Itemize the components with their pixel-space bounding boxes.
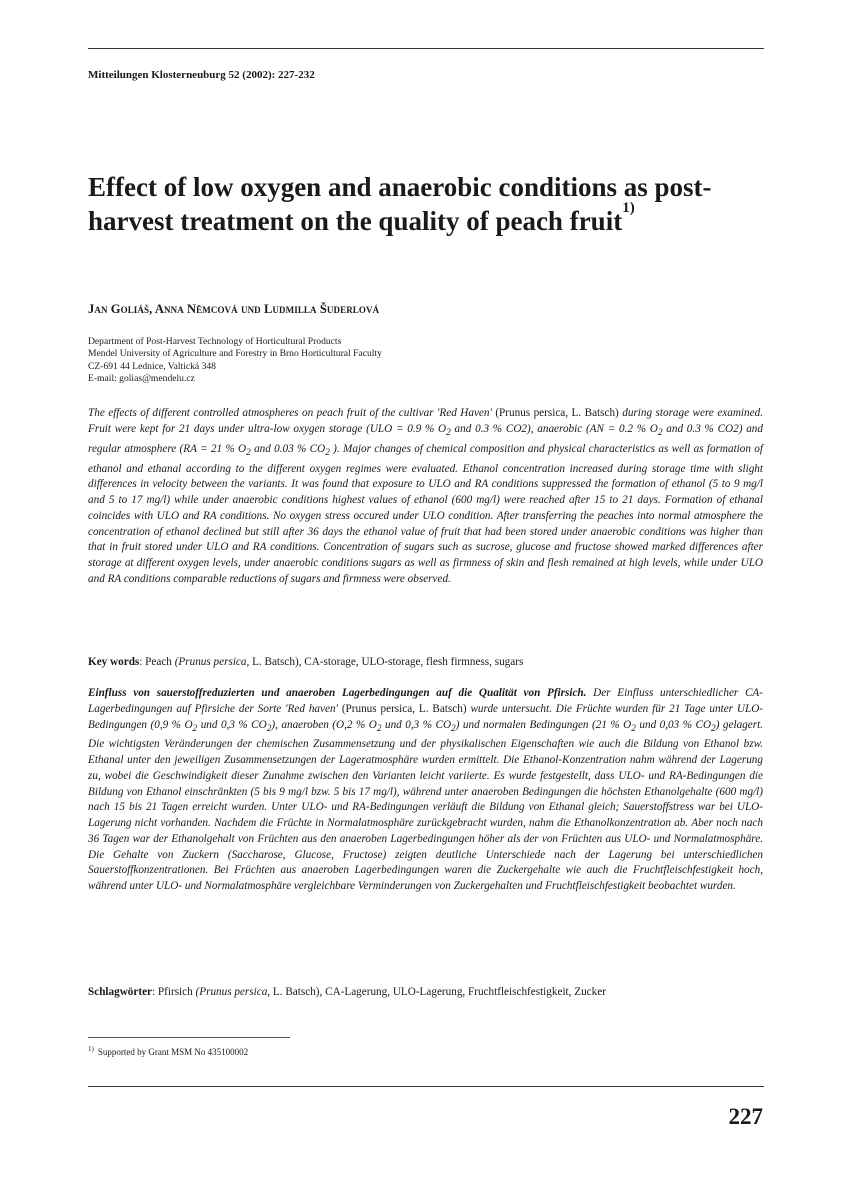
subscript: 2 [446,427,451,438]
subscript: 2 [451,723,456,734]
german-text: wurde untersucht. Die Früchte wurden für 21 Tage unter ULO-Bedingungen (0,9 % O [88,702,764,731]
schlagwoerter-text: : Pfirsich [152,986,196,998]
german-text: und 0,03 % CO [635,718,712,731]
abstract-english [88,406,763,588]
schlagwoerter-line [88,985,763,1001]
species-name: (Prunus persica, L. Batsch) [341,702,467,715]
german-text: ), anaeroben (O,2 % O [271,718,377,731]
article-title-text: Effect of low oxygen and anaerobic conditions as post-harvest treatment on the quality of peach fruit [88,172,712,236]
footer-rule [88,1086,764,1087]
footnote-text: Supported by Grant MSM No 435100002 [97,1047,249,1057]
keywords-species: (Prunus persica, [174,656,250,668]
species-name: (Prunus persica, L. Batsch) [495,407,619,419]
german-abstract-title: Einfluss von sauerstoffreduzierten und anaeroben Lagerbedingungen auf die Qualität von Pfirsich. [88,687,587,699]
abstract-text: and 0.03 % CO [250,442,326,455]
abstract-german [88,686,763,895]
abstract-text: ). Major changes of chemical composition and physical characteristics as well as formation of ethanol and ethanal according to the different oxygen regimes were evaluated. Ethanol concentration increased during storage time with slight differences in velocity between the variants. It was found that exposure to ULO and RA conditions suppressed the formation of ethanol (5 to 9 mg/l and 5 to 17 mg/l) while under anaerobic conditions highest values of ethanol (600 mg/l) were reached after 15 to 21 days. Formation of ethanal coincides with ULO and RA conditions. No oxygen stress occured under ULO condition. After transferring the peaches into normal atmosphere the concentration of ethanol declined but still after 36 days the ethanol value of fruit that had been stored under anaerobic conditions was higher than that in fruit stored under ULO and RA conditions. Concentration of sugars such as sucrose, glucose and fructose showed marked differences after storage at different oxygen levels, under anaerobic conditions sugars as well as firmness of skin and flesh remained at high levels, while under ULO and RA conditions comparable reductions of sugars and firmness were observed. [88,442,763,585]
abstract-text: and 0.3 % CO2) and regular atmosphere (RA = 21 % O [88,422,763,455]
email-line: E-mail: golias@mendelu.cz [88,373,195,385]
affiliation-line: Mendel University of Agriculture and Forestry in Brno Horticultural Faculty [88,348,382,360]
affiliation-line: Department of Post-Harvest Technology of Horticultural Products [88,336,342,347]
subscript: 2 [192,723,198,734]
page-number: 227 [728,1104,763,1129]
german-text: und 0,3 % CO [197,718,267,731]
footnote-mark: 1) [88,1045,94,1053]
schlagwoerter-label: Schlagwörter [88,986,153,998]
abstract-text: The effects of different controlled atmospheres on peach fruit of the cultivar 'Red Haven' [88,407,496,419]
footnote-rule [88,1037,290,1038]
subscript: 2 [657,427,663,438]
abstract-text: during storage were examined. Fruit were kept for 21 days under ultra-low oxygen storage (ULO = 0.9 % O [88,407,763,435]
abstract-text: and 0.3 % CO2), anaerobic (AN = 0.2 % O [450,422,658,435]
author-list: Jan Goliáš, Anna Němcová und Ludmilla Šuderlová [88,302,380,316]
keywords-line [88,655,763,671]
affiliation-line: CZ-691 44 Lednice, Valtická 348 [88,360,216,372]
header-rule [88,48,764,49]
keywords-text: L. Batsch), CA-storage, ULO-storage, flesh firmness, sugars [249,656,524,668]
schlagwoerter-species: (Prunus persica, [195,986,271,998]
german-text: Der Einfluss unterschiedlicher CA-Lagerbedingungen auf Pfirsiche der Sorte 'Red haven' [88,687,763,715]
title-footnote-mark: 1) [622,200,635,216]
keywords-text: : Peach [139,656,175,668]
subscript: 2 [266,723,272,734]
subscript: 2 [631,723,636,734]
german-text: ) und normalen Bedingungen (21 % O [455,718,632,731]
subscript: 2 [376,723,382,734]
schlagwoerter-text: L. Batsch), CA-Lagerung, ULO-Lagerung, Fruchtfleischfestigkeit, Zucker [270,986,606,998]
affiliation-block [88,336,382,386]
journal-citation: Mitteilungen Klosterneuburg 52 (2002): 227-232 [88,69,315,81]
footnote [88,1045,248,1057]
subscript: 2 [325,447,330,458]
subscript: 2 [711,723,716,734]
subscript: 2 [246,447,251,458]
german-text: ) gelagert. Die wichtigsten Veränderungen der chemischen Zusammensetzung und der physikalischen Eigenschaften wie auch die Bildung von Ethanol bzw. Ethanal unter den jeweiligen Zusammensetzungen der Lageratmosphäre wurden ermittelt. Die Ethanol-Konzentration nahm während der Lagerung zu, wobei die Geschwindigkeit dieser Zunahme zwischen den Varianten leicht variierte. Es wurde festgestellt, dass ULO- und RA-Bedingungen die Bildung von Ethanol einschränkten (5 bis 9 mg/l bzw. 5 bis 17 mg/l), während unter anaeroben Bedingungen die höchsten Ethanolgehalte (600 mg/l) nach 15 bis 21 Tagen erreicht wurden. Unter ULO- und RA-Bedingungen verläuft die Bildung von Ethanal gleich; Sauerstoffstress war bei ULO-Lagerung nicht vorhanden. Nachdem die Früchte in Normalatmosphäre zurückgebracht wurden, nahm die Ethanolkonzentration ab. Aber noch nach 36 Tagen war der Ethanolgehalt von Früchten aus den anaeroben Lagerbedingungen höher als der von Früchten aus ULO- und Normalatmosphäre. Die Gehalte von Zuckern (Saccharose, Glucose, Fructose) zeigten deutliche Unterschiede nach der Lagerung bei unterschiedlichen Sauerstoffkonzentrationen. Bei Früchten aus anaeroben Lagerbedingungen waren die Zuckergehalte wie auch die Fruchtfleischfestigkeit hoch, während unter ULO- und Normalatmosphäre vergleichbare Verminderungen von Zuckergehalten und Fruchtfleischfestigkeit beobachtet wurden. [88,718,763,893]
article-title [88,170,778,238]
keywords-label: Key words [88,656,140,668]
german-text: und 0,3 % CO [381,718,452,731]
